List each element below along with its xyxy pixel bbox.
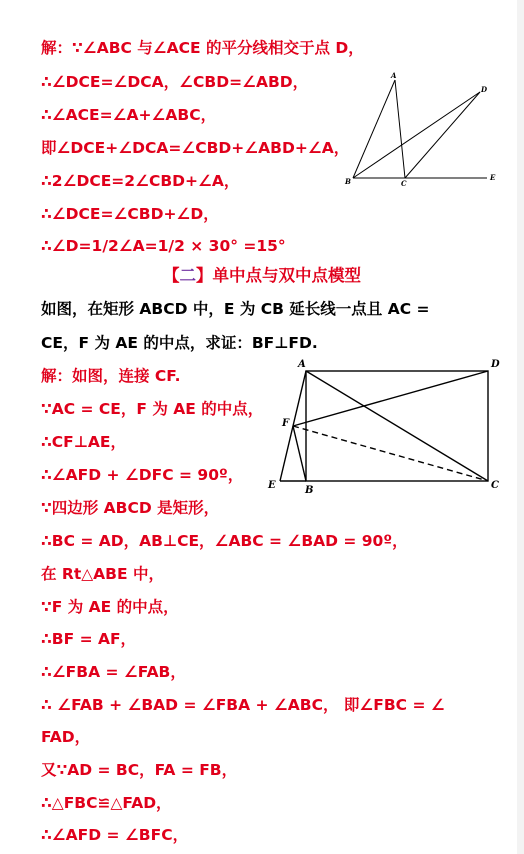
- solution-line: 又∵AD = BC，FA = FB，: [41, 761, 238, 779]
- heading-bracket-close: 】: [196, 266, 213, 285]
- vertex-label-c: C: [401, 179, 407, 188]
- vertex-label-d: D: [481, 85, 488, 94]
- heading-number: 二: [179, 266, 196, 285]
- solution-line: [41, 37, 364, 59]
- solution-line: [41, 137, 349, 159]
- solution-line: ∴CF⊥AE，: [41, 433, 127, 451]
- vertex-label-a: A: [391, 71, 397, 80]
- solution-line: 在 Rt△ABE 中，: [41, 565, 164, 583]
- vertex-label-b: B: [305, 485, 314, 495]
- vertex-label-d: D: [491, 359, 500, 370]
- solution-line: ∴∠AFD = ∠BFC，: [41, 826, 189, 844]
- solution-line: ∴ ∠FAB + ∠BAD = ∠FBA + ∠ABC， 即∠FBC = ∠: [41, 696, 445, 714]
- rectangle-figure: [262, 355, 507, 495]
- solution-line: ∴BF = AF，: [41, 630, 137, 648]
- solution-line: ∵F 为 AE 的中点，: [41, 598, 179, 616]
- solution-line: ∴BC = AD，AB⊥CE，∠ABC = ∠BAD = 90º，: [41, 532, 408, 550]
- solution-text: ∴∠DCE=∠CBD+∠D，: [41, 205, 219, 223]
- solution-text: 如图，连接 CF.: [72, 367, 181, 385]
- solution-line: ∵AC = CE，F 为 AE 的中点，: [41, 400, 264, 418]
- vertex-label-e: E: [490, 173, 496, 182]
- solution-line: [41, 71, 308, 93]
- solution-line: ∴∠FBA = ∠FAB，: [41, 663, 186, 681]
- solution-text: ∵∠ABC 与∠ACE 的平分线相交于点 D，: [72, 39, 364, 57]
- solution-line: [41, 235, 286, 257]
- vertex-label-f: F: [282, 418, 290, 429]
- solution-text: ∴2∠DCE=2∠CBD+∠A，: [41, 172, 240, 190]
- scrollbar-track[interactable]: [517, 0, 524, 854]
- solution-line: [41, 203, 219, 225]
- solution-prefix: 解：: [41, 367, 73, 385]
- vertex-label-a: A: [298, 359, 306, 370]
- bisector-figure: [335, 70, 505, 190]
- vertex-label-c: C: [491, 480, 499, 491]
- vertex-label-b: B: [345, 177, 351, 186]
- solution-text: ∴∠ACE=∠A+∠ABC，: [41, 106, 217, 124]
- heading-bracket-open: 【: [163, 266, 180, 285]
- heading-title: 单中点与双中点模型: [212, 266, 361, 285]
- solution-prefix: 解：: [41, 39, 73, 57]
- solution-line: ∴∠AFD + ∠DFC = 90º，: [41, 466, 244, 484]
- solution-line: ∴△FBC≌△FAD，: [41, 794, 172, 812]
- solution-line: [41, 365, 181, 387]
- solution-line: ∵四边形 ABCD 是矩形，: [41, 499, 220, 517]
- solution-text: ∴∠D=1/2∠A=1/2 × 30° =15°: [41, 237, 286, 255]
- problem-line: CE，F 为 AE 的中点，求证：BF⊥FD.: [41, 334, 318, 352]
- solution-line: FAD，: [41, 728, 91, 746]
- solution-line: [41, 104, 216, 126]
- section-heading: [0, 262, 524, 286]
- solution-line: [41, 170, 239, 192]
- solution-text: 即∠DCE+∠DCA=∠CBD+∠ABD+∠A，: [41, 139, 350, 157]
- vertex-label-e: E: [268, 480, 276, 491]
- problem-line: 如图，在矩形 ABCD 中，E 为 CB 延长线一点且 AC =: [41, 300, 430, 318]
- solution-text: ∴∠DCE=∠DCA，∠CBD=∠ABD，: [41, 73, 309, 91]
